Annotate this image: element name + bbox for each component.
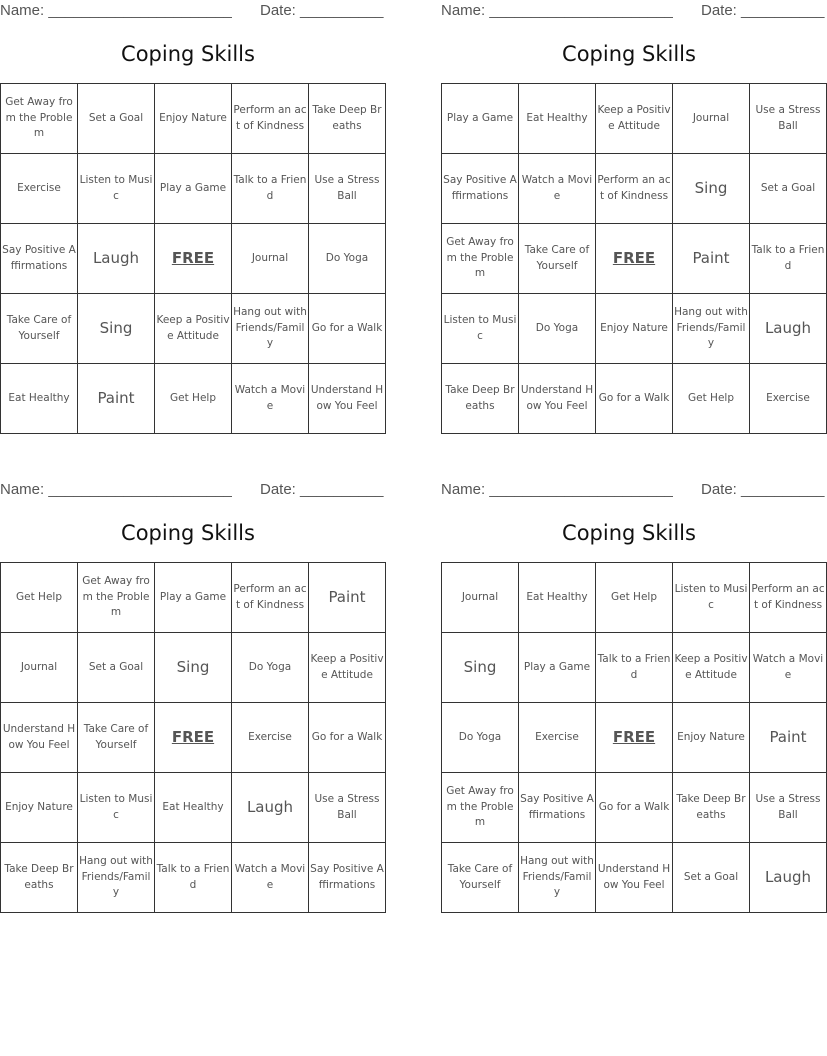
name-date-line [441,2,825,20]
bingo-cell: Laugh [232,773,309,843]
bingo-cell: Hang out with Friends/Family [232,294,309,364]
grid-row [1,703,386,773]
bingo-cell: Listen to Music [78,773,155,843]
bingo-cell: Perform an act of Kindness [232,84,309,154]
bingo-cell: Understand How You Feel [519,364,596,434]
bingo-cell: Eat Healthy [519,84,596,154]
name-field-label: Name: ______________________ [441,2,673,19]
bingo-cell: Play a Game [442,84,519,154]
bingo-cell: Play a Game [519,633,596,703]
bingo-cell: Listen to Music [673,563,750,633]
name-date-line [0,481,384,499]
bingo-cell: Go for a Walk [596,364,673,434]
name-date-line [0,2,384,20]
grid-row [442,703,827,773]
name-field-label: Name: ______________________ [441,481,673,498]
bingo-cell: Set a Goal [78,633,155,703]
bingo-cell: Understand How You Feel [596,843,673,913]
name-field-label: Name: ______________________ [0,2,232,19]
bingo-cell: Understand How You Feel [1,703,78,773]
grid-row [1,224,386,294]
card-title: Coping Skills [562,521,696,545]
bingo-cell: Exercise [519,703,596,773]
bingo-grid [0,562,386,913]
bingo-cell: Get Away from the Problem [442,224,519,294]
bingo-cell: Take Deep Breaths [673,773,750,843]
bingo-cell: Do Yoga [309,224,386,294]
bingo-cell: Get Help [1,563,78,633]
date-field-label: Date: __________ [701,2,825,19]
name-date-line [441,481,825,499]
bingo-cell: Journal [1,633,78,703]
grid-row [442,773,827,843]
bingo-cell: Talk to a Friend [232,154,309,224]
bingo-cell: Use a Stress Ball [309,154,386,224]
bingo-cell: Journal [442,563,519,633]
bingo-cell: Do Yoga [232,633,309,703]
bingo-cell: Say Positive Affirmations [1,224,78,294]
bingo-cell: Sing [78,294,155,364]
bingo-cell: Watch a Movie [232,843,309,913]
date-field-label: Date: __________ [701,481,825,498]
bingo-cell: Enjoy Nature [596,294,673,364]
grid-row [442,154,827,224]
grid-row [1,773,386,843]
bingo-cell: Get Away from the Problem [78,563,155,633]
bingo-cell: Paint [673,224,750,294]
card-title: Coping Skills [562,42,696,66]
bingo-card [441,0,825,440]
grid-row [442,563,827,633]
grid-row [442,843,827,913]
bingo-cell: Take Care of Yourself [442,843,519,913]
grid-row [1,633,386,703]
bingo-cell: Take Deep Breaths [442,364,519,434]
bingo-cell: Say Positive Affirmations [442,154,519,224]
bingo-cell: Get Away from the Problem [442,773,519,843]
bingo-cell: Play a Game [155,563,232,633]
bingo-cell: Exercise [232,703,309,773]
grid-row [442,294,827,364]
grid-row [442,224,827,294]
bingo-cell: Hang out with Friends/Family [519,843,596,913]
date-field-label: Date: __________ [260,2,384,19]
bingo-cell: Laugh [78,224,155,294]
card-title: Coping Skills [121,521,255,545]
bingo-cell: Perform an act of Kindness [750,563,827,633]
bingo-cell: Enjoy Nature [155,84,232,154]
bingo-cell: Set a Goal [750,154,827,224]
bingo-cell: Do Yoga [442,703,519,773]
bingo-cell: Sing [155,633,232,703]
bingo-cell: Take Care of Yourself [1,294,78,364]
bingo-cell: Use a Stress Ball [750,84,827,154]
bingo-cell: Set a Goal [78,84,155,154]
bingo-cell: Take Deep Breaths [309,84,386,154]
bingo-cell: Get Away from the Problem [1,84,78,154]
bingo-cell: Sing [673,154,750,224]
bingo-cell: Laugh [750,843,827,913]
bingo-cell: Do Yoga [519,294,596,364]
bingo-cell: Watch a Movie [519,154,596,224]
bingo-cell: Perform an act of Kindness [232,563,309,633]
bingo-cell: Go for a Walk [596,773,673,843]
bingo-cell: Understand How You Feel [309,364,386,434]
bingo-card [441,479,825,919]
bingo-cell: Perform an act of Kindness [596,154,673,224]
bingo-cell: Talk to a Friend [750,224,827,294]
grid-row [1,364,386,434]
grid-row [1,294,386,364]
free-space: FREE [596,703,673,773]
bingo-cell: Journal [673,84,750,154]
bingo-cell: Play a Game [155,154,232,224]
bingo-cell: Paint [750,703,827,773]
free-space: FREE [155,224,232,294]
bingo-cell: Journal [232,224,309,294]
bingo-cell: Get Help [673,364,750,434]
bingo-cell: Sing [442,633,519,703]
bingo-cell: Talk to a Friend [155,843,232,913]
bingo-cell: Listen to Music [442,294,519,364]
bingo-cell: Enjoy Nature [1,773,78,843]
bingo-cell: Go for a Walk [309,703,386,773]
bingo-cell: Paint [78,364,155,434]
bingo-cell: Exercise [750,364,827,434]
grid-row [1,563,386,633]
bingo-grid [441,562,827,913]
name-field-label: Name: ______________________ [0,481,232,498]
bingo-cell: Eat Healthy [1,364,78,434]
bingo-cell: Say Positive Affirmations [519,773,596,843]
bingo-cell: Eat Healthy [155,773,232,843]
bingo-cell: Exercise [1,154,78,224]
bingo-cell: Get Help [596,563,673,633]
free-space: FREE [155,703,232,773]
bingo-cell: Keep a Positive Attitude [596,84,673,154]
free-space: FREE [596,224,673,294]
bingo-cell: Say Positive Affirmations [309,843,386,913]
bingo-card [0,479,384,919]
bingo-cell: Watch a Movie [750,633,827,703]
bingo-cell: Get Help [155,364,232,434]
bingo-cell: Listen to Music [78,154,155,224]
card-title: Coping Skills [121,42,255,66]
bingo-cell: Talk to a Friend [596,633,673,703]
bingo-cell: Keep a Positive Attitude [309,633,386,703]
grid-row [442,633,827,703]
bingo-cell: Enjoy Nature [673,703,750,773]
date-field-label: Date: __________ [260,481,384,498]
bingo-cell: Take Care of Yourself [519,224,596,294]
bingo-cell: Keep a Positive Attitude [155,294,232,364]
bingo-cell: Paint [309,563,386,633]
bingo-cell: Take Care of Yourself [78,703,155,773]
bingo-cell: Take Deep Breaths [1,843,78,913]
bingo-cell: Hang out with Friends/Family [78,843,155,913]
bingo-grid [441,83,827,434]
bingo-cell: Go for a Walk [309,294,386,364]
bingo-cell: Hang out with Friends/Family [673,294,750,364]
bingo-cell: Set a Goal [673,843,750,913]
bingo-cell: Keep a Positive Attitude [673,633,750,703]
bingo-cell: Laugh [750,294,827,364]
grid-row [1,843,386,913]
bingo-grid [0,83,386,434]
grid-row [442,364,827,434]
grid-row [1,84,386,154]
bingo-card [0,0,384,440]
bingo-cell: Use a Stress Ball [309,773,386,843]
grid-row [1,154,386,224]
bingo-cell: Eat Healthy [519,563,596,633]
grid-row [442,84,827,154]
bingo-cell: Use a Stress Ball [750,773,827,843]
bingo-cell: Watch a Movie [232,364,309,434]
